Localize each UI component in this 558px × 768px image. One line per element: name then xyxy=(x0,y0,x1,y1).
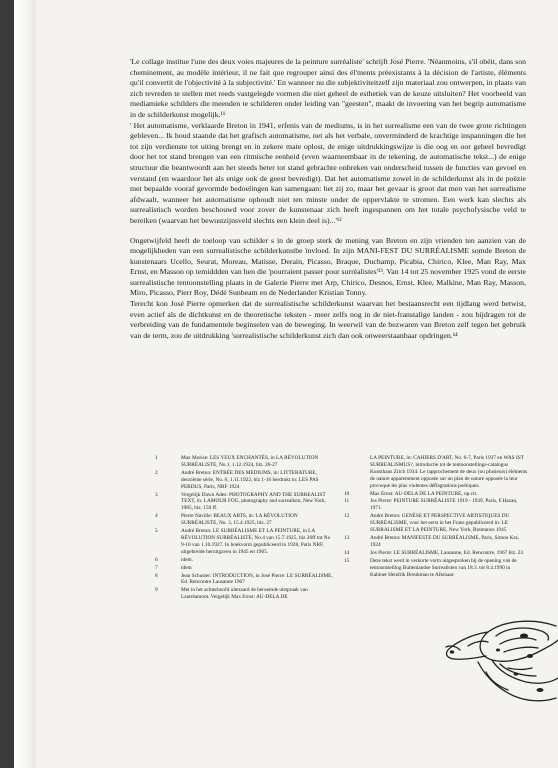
footnote-number: 7 xyxy=(155,564,158,571)
snail-shell-drawing-icon xyxy=(438,612,558,722)
footnote-text: Jos Pierre: LE SURRÉALISME, Lausanne, Ed. Rencontre, 1967 blz. 23 xyxy=(370,549,523,556)
footnote-text: LA PEINTURE, in: CAHIERS D'ART, No. 6-7, Paris 1937 en WAS IST SURREALISMUS?, introductie tot de tentoonstellings-catalogus Kunsthaus Zrich 1934: Le rapprochement de deux (ou plusieurs) éléments de nature apparemment opposée sur un plan de nature opposée la leur provoque les plus violentes déflagrations poétiques. xyxy=(370,455,528,489)
footnote xyxy=(155,455,333,469)
page-edge xyxy=(14,0,36,768)
footnote-text: Jos Pierre: PEINTURE SURRÉALISTE 1919 - 1939, Paris, F.Hazan, 1971. xyxy=(370,498,518,512)
footnote xyxy=(344,535,528,549)
footnote-text: Max Morise: LES YEUX ENCHANTÉS, in LA RÉVOLUTION SURRÉALISTE, No.1, 1.12.1924, blz. 26-27 xyxy=(181,455,319,468)
footnote-number: 2 xyxy=(155,469,158,476)
footnote xyxy=(344,455,528,490)
footnotes-left-column xyxy=(155,455,333,602)
paragraph-automatism: ' Het automatisme, verklaarde Breton in 1941, erfenis van de mediums, is in het surrealisme een van de twee grote richtingen gebleven... Ik houd staande dat het grafisch automatisme, net als het verbale, onverminderd de krachtige inspanningen die het tot zijn verdienste tot uiting brengt en in zekere mate oplost, de enige uitdrukkingswijze is die oog en oor geheel bevredigt door het tot stand brengen van een ritmische eenheid (even waarneembaar in de tekening, de automatische tekst...) de enige structuur die beantwoordt aan het steeds beter tot stand gebrachte onbreken van onderscheid tussen de functies van gevoel en verstand (en waardoor het als enige ook de geest bevredigt). Dat het automatisme zowel in de schilderkunst als in de poëzie met bepaalde vooraf gevormde bedoelingen kan samengaan: het zij zo, maar het gevaar is groot dat men van het surrealisme afdwaalt, wanneer het automatisme ophoudt niet ten minste onder de oppervlakte te stromen. Een werk kan slechts als surrealistisch worden beschouwd voor zover de kunstenaar zich heeft ingespannen om het totale psychofysische veld te bereiken (waarvan het bewustzijnsveld slechts een klein deel is)...'¹² xyxy=(130,120,526,225)
footnote xyxy=(155,470,333,491)
footnote-text: idem xyxy=(181,564,192,571)
footnote xyxy=(155,528,333,556)
footnote xyxy=(155,573,333,587)
footnote-number: 15 xyxy=(344,557,350,564)
footnote-text: André Breton: MANIFESTE DU SURRÉALISME, Paris, Simon Kra, 1924 xyxy=(370,534,519,548)
main-text xyxy=(130,57,526,350)
footnote-text: André Breton: ENTRÉE DES MEDIUMS, in: LITTERATURE, deuxième série, No. 6, 1.11.1922, blz 1-16 herdrukt in: LES PAS PERDUS, Paris, NRF 1924 xyxy=(181,469,319,490)
footnote xyxy=(155,565,333,572)
footnote-number: 10 xyxy=(344,490,350,497)
footnote-number: 12 xyxy=(344,513,350,520)
footnote-text: André Breton: LE SURRÉALISME ET LA PEINTURE, in LA RÉVOLUTION SURRÉALISTE, No.4 van 15.7.1925, blz 26ff tot No 9-10 van 1.10.1927. In boekvorm gepubliceerd in 1928, Paris NRF, uitgebreide heruitgaven in 1945 en 1965. xyxy=(181,528,331,555)
footnote-number: 6 xyxy=(155,556,158,563)
footnote-number: 1 xyxy=(155,455,158,461)
footnote-number: 9 xyxy=(155,587,158,594)
footnote-text: Pierre Naville: BEAUX ARTS, in: LA RÉVOLUTION SURRÉALISTE, No. 3, 15.4.1925, blz. 27 xyxy=(181,513,298,527)
footnote xyxy=(344,498,528,512)
paragraph-collage: 'Le collage institue l'une des deux voies majeures de la peinture surréaliste' schrijft José Pierre. 'Néanmoins, s'il obéit, dans son cheminement, au modèle intérieur, il ne fait que regrouper ainsi des él'ments préexistants à la décision de l'artiste, éléments qu'il convertit de l'objectivité à la subjectivité.' En wanneer nu die subjektiviteitzelf zijn materiaal zou ontwerpen, in plaats van zich tevreden te stellen met reeds vastgelegde vormen die niet geheel de esthetiek van de keuze uitsluiten? Het voorbeeld van mediamieke schilders die meenden te schilderen onder leiding van "geesten", maakt de invoering van het begrip automatisme in de schilderkunst mogelijk.¹¹ xyxy=(130,57,526,119)
footnote-number: 14 xyxy=(344,549,350,556)
paragraph-painters: Ongetwijfeld heeft de toeloop van schilder s in de groep sterk de mening van Breton en zijn vrienden ten aanzien van de mogelijkheden van een surrealistische schilderkunstbe ïnvloed. In zijn MANI-FEST DU SURRÉALISME somde Breton de kunstenaars Ucello, Seurat, Moreau, Matisse, Derain, Picasso, Braque, Duchamp, Picabia, Chirico, Klee, Man Ray, Max Ernst, en Masson op temiddden van hen die 'pourraient passer pour surréalistes'¹³. Van 14 tot 25 november 1925 vond de eerste surrealistische tentoonstelling plaats in de Galerie Pierre met Arp, Chirico, Desnos, Ernst, Klee, Malkine, Man Ray, Masson, Miro, Picasso, Pierr Roy, Dédé Sunbeam en de Nederlander Kristian Tonny. xyxy=(130,235,526,298)
footnotes-right-column xyxy=(344,455,528,579)
book-gutter-shadow xyxy=(0,0,14,768)
footnote-number: 4 xyxy=(155,513,158,520)
footnote xyxy=(344,491,528,498)
footnote-text: Max Ernst: AU-DELA DE LA PEINTURE, op.cit. xyxy=(370,490,478,497)
footnote xyxy=(344,558,528,579)
paragraph-pierre: Terecht kon José Pierre opmerken dat de surrealistische schilderkunst waarvan het bestaansrecht een tijdlang werd betwist, even actief als de dichtkunst en de theoretische teksten - meer zelfs nog in de niet-franstalige landen - zou bijdragen tot de verbreiding van de fundamentele beginselen van de beweging. In weerwil van de bezwaren van Breton zelf tegen het gebruik van de term, zou de uitdrukking 'surrealistische schilderkunst zich dan ook onweerstaanbaar opdringen.¹⁴ xyxy=(130,299,526,340)
footnote-number: 8 xyxy=(155,572,158,579)
footnote-text: Vergelijk Dawn Ades: PHOTOGRAPHY AND THE SURREALIST TEXT, in: LAMOUR FOU, photography and surrealism, New York, 1985, blz. 159 ff. xyxy=(181,491,326,512)
footnote xyxy=(155,492,333,513)
footnote-text: André Breton: GENÈSE ET PERSPECTIVE ARTISTIQUES DU SURRÉALISME, voor het eerst in het Frans gepubliceerd in: LE SURRALISME ET LA PEINTURE, New York, Brentanos 1945 xyxy=(370,513,510,534)
footnote-text: Jean Schuster: INTRODUCTION, in José Pierre: LE SURRÉALISME, Ed. Rencontre Lausanne 1967 xyxy=(181,572,333,586)
footnote xyxy=(155,557,333,564)
footnote xyxy=(155,587,333,601)
footnote-number: 11 xyxy=(344,498,350,505)
footnote xyxy=(344,513,528,534)
footnote xyxy=(344,550,528,557)
footnote-number: 5 xyxy=(155,528,158,535)
footnote-number: 13 xyxy=(344,534,350,541)
footnote-text: idem. xyxy=(181,556,193,563)
footnote-number: 3 xyxy=(155,491,158,498)
footnote-text: Met in het achterhoofd uiteraard de beroemde uitspraak van Lautréamont. Vergelijk Max Ernst: AU-DELA DE xyxy=(181,587,308,601)
footnote xyxy=(155,513,333,527)
footnote-text: Deze tekst werd in verkorte vorm uitgesproken bij de opening van de tentoonstelling Buitenlandse Surrealisten van 18.3. tot 8.4.1990 in Kabinet Hendrik Breukman te Alkmaar. xyxy=(370,557,517,578)
